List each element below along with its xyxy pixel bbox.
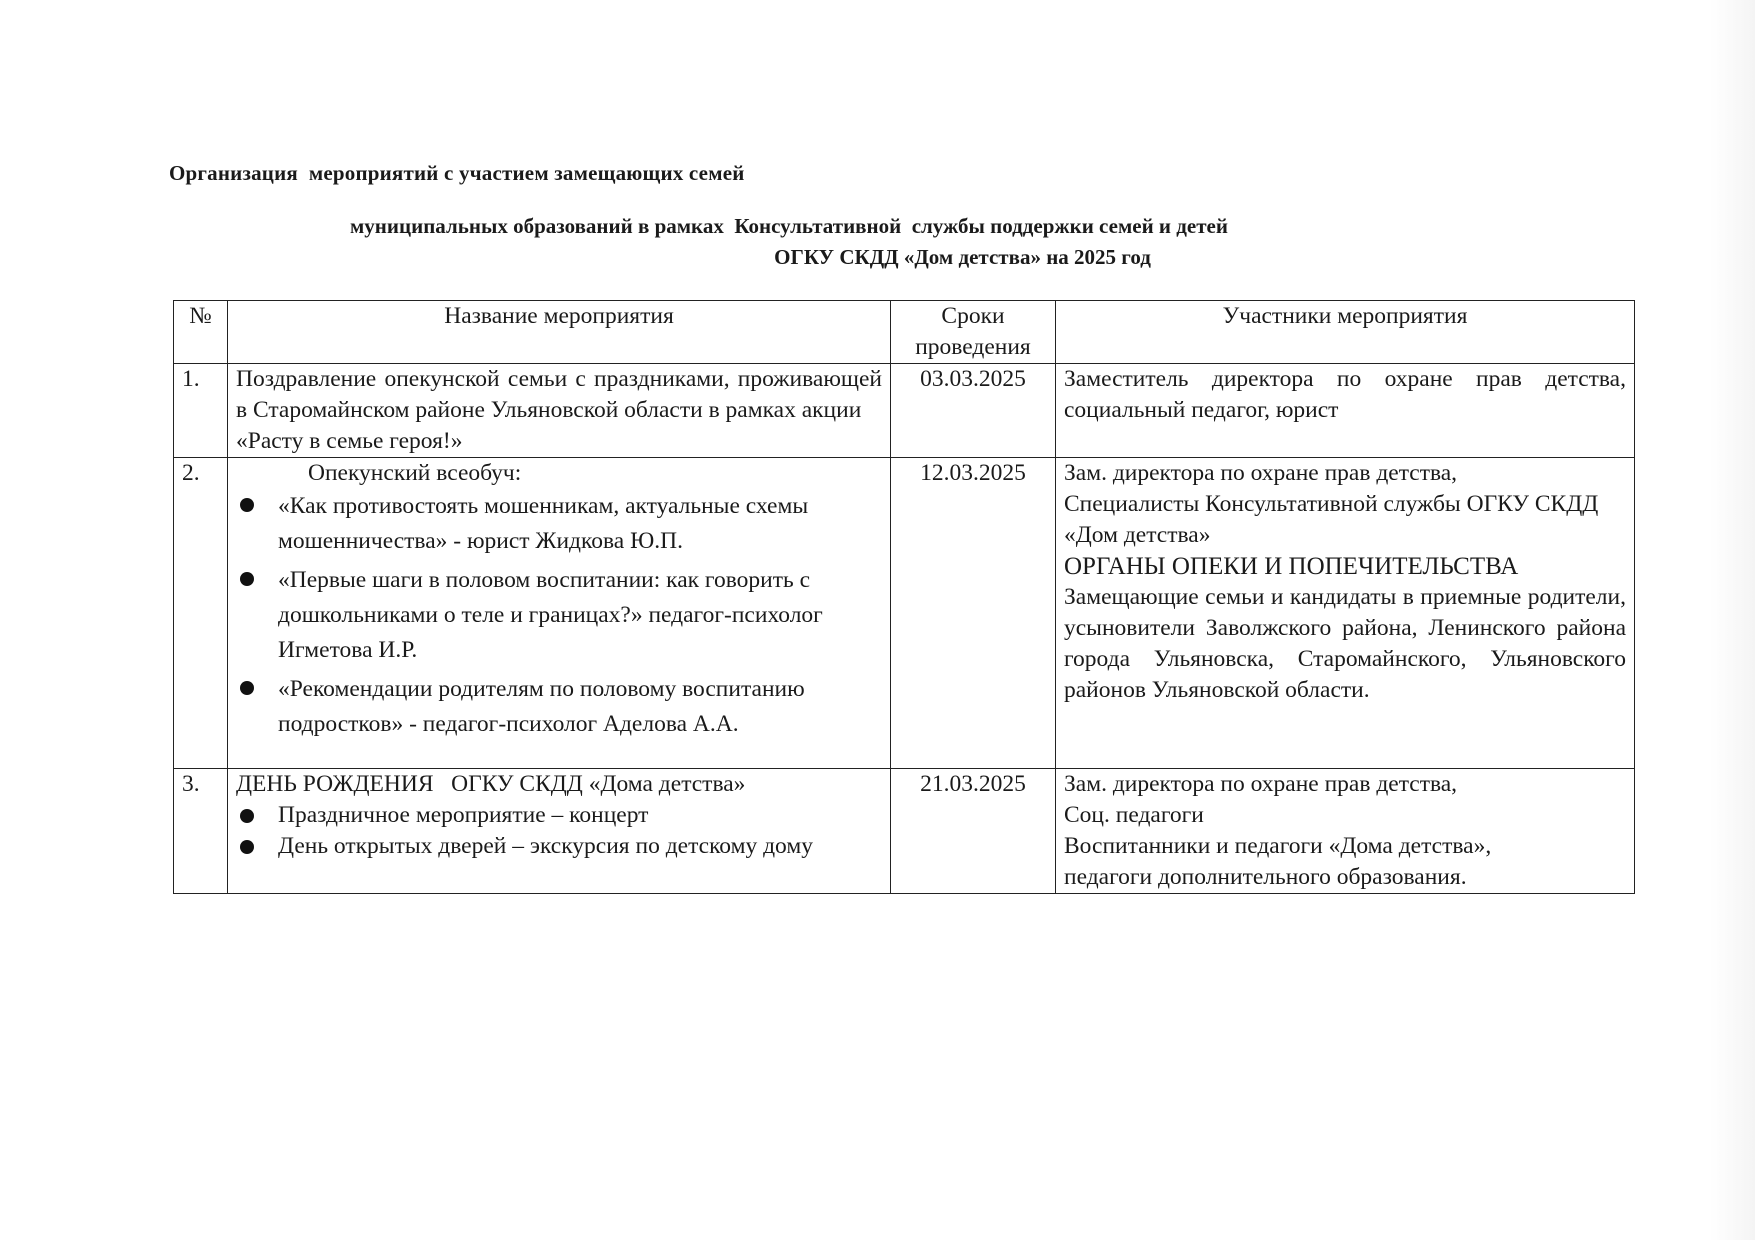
event-name-cell xyxy=(228,364,891,458)
table-row xyxy=(174,458,1635,769)
participant-line: педагоги дополнительного образования. xyxy=(1064,864,1467,890)
event-name: ДЕНЬ РОЖДЕНИЯ ОГКУ СКДД «Дома детства» xyxy=(236,771,746,797)
participant-line: Соц. педагоги xyxy=(1064,802,1204,828)
event-participants-cell xyxy=(1056,458,1635,769)
list-item: «Рекомендации родителям по половому воспитанию подростков» - педагог-психолог Аделова А.А. xyxy=(236,672,882,742)
participant-line: Воспитанники и педагоги «Дома детства», xyxy=(1064,833,1492,859)
event-name: Опекунский всеобуч: xyxy=(308,460,522,486)
header-dates: Сроки проведения xyxy=(891,301,1056,364)
event-participants: Заместитель директора по охране прав детства, социальный педагог, юрист xyxy=(1056,364,1635,458)
participant-line: ОРГАНЫ ОПЕКИ И ПОПЕЧИТЕЛЬСТВА xyxy=(1064,553,1519,580)
event-name-cell xyxy=(228,458,891,769)
list-item: «Первые шаги в половом воспитании: как говорить с дошкольниками о теле и границах?» педагог-психолог Игметова И.Р. xyxy=(236,563,882,668)
event-campaign: «Расту в семье героя!» xyxy=(236,428,463,454)
row-number: 1. xyxy=(174,364,228,458)
scan-page-edge xyxy=(1710,0,1755,1240)
participant-line: Зам. директора по охране прав детства, xyxy=(1064,460,1458,486)
document-title-line-3: ОГКУ СКДД «Дом детства» на 2025 год xyxy=(774,245,1151,269)
event-date: 12.03.2025 xyxy=(891,458,1056,769)
event-participants-cell xyxy=(1056,769,1635,894)
table-row xyxy=(174,364,1635,458)
row-number: 3. xyxy=(174,769,228,894)
event-date: 21.03.2025 xyxy=(891,769,1056,894)
list-item: Праздничное мероприятие – концерт xyxy=(236,800,882,831)
table-row xyxy=(174,769,1635,894)
event-topics-list xyxy=(236,489,882,742)
header-event-name: Название мероприятия xyxy=(228,301,891,364)
event-name: Поздравление опекунской семьи с праздниками, проживающей в Старомайнском районе Ульяновской области в рамках акции xyxy=(236,366,882,423)
list-item: «Как противостоять мошенникам, актуальные схемы мошенничества» - юрист Жидкова Ю.П. xyxy=(236,489,882,559)
events-table xyxy=(173,300,1635,894)
table-header-row xyxy=(174,301,1635,364)
participant-line: Замещающие семьи и кандидаты в приемные родители, усыновители Заволжского района, Ленинского района города Ульяновска, Старомайнского, Ульяновского районов Ульяновской области. xyxy=(1064,584,1626,703)
header-participants: Участники мероприятия xyxy=(1056,301,1635,364)
list-item: День открытых дверей – экскурсия по детскому дому xyxy=(236,831,882,862)
event-name-cell xyxy=(228,769,891,894)
event-activities-list xyxy=(236,800,882,862)
document-title-line-2: муниципальных образований в рамках Консультативной службы поддержки семей и детей xyxy=(350,214,1228,238)
participant-line: Специалисты Консультативной службы ОГКУ СКДД «Дом детства» xyxy=(1064,491,1599,548)
document-title-line-1: Организация мероприятий с участием замещающих семей xyxy=(169,161,745,185)
event-date: 03.03.2025 xyxy=(891,364,1056,458)
header-number: № xyxy=(174,301,228,364)
participant-line: Зам. директора по охране прав детства, xyxy=(1064,771,1458,797)
row-number: 2. xyxy=(174,458,228,769)
